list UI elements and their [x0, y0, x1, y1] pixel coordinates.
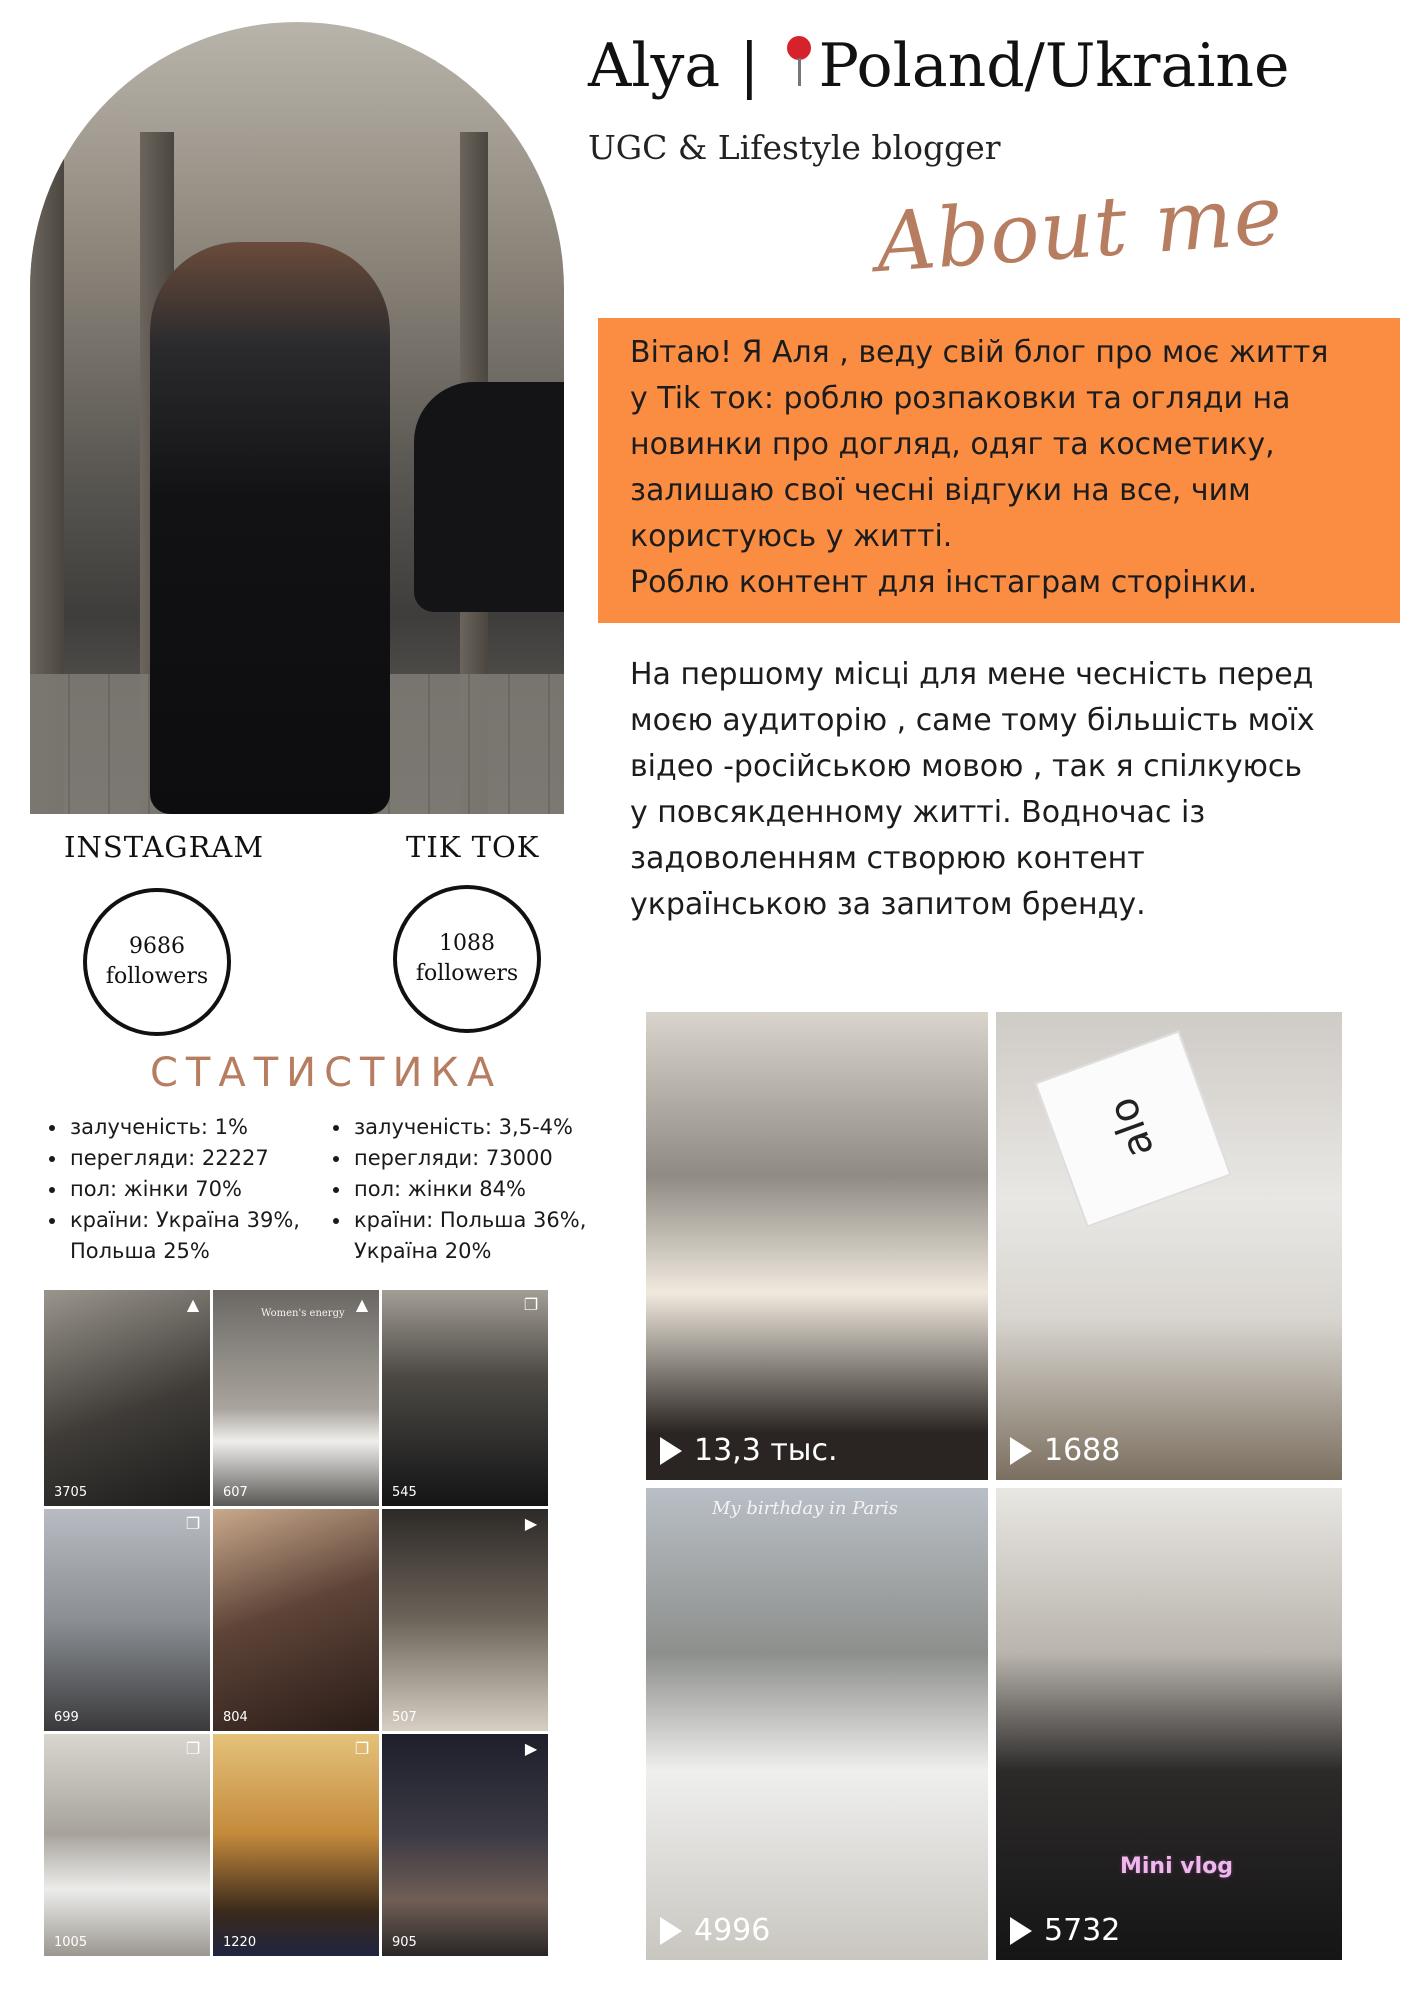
- about-line: відео -російською мовою , так я спілкуюсь: [630, 749, 1302, 784]
- stat-item: • перегляди: 73000: [352, 1143, 622, 1174]
- about-line: моєю аудиторію , саме тому більшість моїх: [630, 703, 1315, 738]
- video-caption: Mini vlog: [1120, 1854, 1234, 1879]
- video-views: 1688: [1044, 1433, 1121, 1468]
- tiktok-video-grid: [646, 1012, 1342, 1960]
- stat-item: • пол: жінки 70%: [68, 1174, 338, 1205]
- about-line: На першому місці для мене чесність перед: [630, 657, 1314, 692]
- about-paragraph: [630, 652, 1400, 928]
- stat-item: • залученість: 3,5-4%: [352, 1112, 622, 1143]
- instagram-post[interactable]: [44, 1734, 210, 1956]
- name-text: Alya |: [588, 31, 760, 101]
- video-play-count: [660, 1433, 838, 1468]
- intro-line: користуюсь у житті.: [630, 519, 953, 554]
- intro-line: Роблю контент для інстаграм сторінки.: [630, 565, 1258, 600]
- multi-post-icon: ❐: [185, 1739, 201, 1758]
- tiktok-video[interactable]: [646, 1488, 988, 1960]
- tiktok-follower-count: 1088: [439, 931, 495, 956]
- about-line: у повсякденному житті. Водночас із: [630, 795, 1206, 830]
- instagram-grid: [44, 1290, 550, 1956]
- pin-icon: ▲: [355, 1295, 369, 1314]
- stat-item: • перегляди: 22227: [68, 1143, 338, 1174]
- brand-label: alo: [1099, 1091, 1164, 1164]
- role-subtitle: UGC & Lifestyle blogger: [588, 128, 1001, 167]
- instagram-post[interactable]: [213, 1509, 379, 1731]
- play-icon: [660, 1437, 682, 1465]
- about-line: задоволенням створюю контент: [630, 841, 1145, 876]
- multi-post-icon: ❐: [523, 1295, 539, 1314]
- location-text: Poland/Ukraine: [818, 31, 1290, 101]
- video-views: 13,3 тыс.: [694, 1433, 838, 1468]
- video-caption: My birthday in Paris: [712, 1498, 898, 1519]
- map-pin-icon: [783, 30, 813, 90]
- stats-title: СТАТИСТИКА: [150, 1050, 503, 1096]
- video-views: 4996: [694, 1913, 771, 1948]
- intro-line: Вітаю! Я Аля , веду свій блог про моє життя: [630, 335, 1329, 370]
- intro-text: [630, 330, 1390, 606]
- reel-icon: ▶: [524, 1739, 538, 1758]
- post-views: 545: [392, 1485, 417, 1500]
- product-box: [1034, 1030, 1231, 1227]
- intro-box: [598, 318, 1400, 623]
- instagram-post[interactable]: [382, 1509, 548, 1731]
- tiktok-video[interactable]: [996, 1012, 1342, 1480]
- play-icon: [1010, 1917, 1032, 1945]
- tiktok-video[interactable]: [646, 1012, 988, 1480]
- post-views: 1220: [223, 1935, 257, 1950]
- instagram-label: INSTAGRAM: [64, 830, 265, 864]
- stat-item: • пол: жінки 84%: [352, 1174, 622, 1205]
- instagram-follower-unit: followers: [105, 964, 209, 989]
- about-heading: About me: [873, 167, 1287, 292]
- intro-line: новинки про догляд, одяг та косметику,: [630, 427, 1275, 462]
- tiktok-follower-unit: followers: [415, 961, 519, 986]
- video-views: 5732: [1044, 1913, 1121, 1948]
- instagram-post[interactable]: [44, 1290, 210, 1506]
- instagram-post[interactable]: [213, 1290, 379, 1506]
- video-play-count: [1010, 1913, 1120, 1948]
- post-views: 905: [392, 1935, 417, 1950]
- play-icon: [1010, 1437, 1032, 1465]
- post-views: 507: [392, 1710, 417, 1725]
- instagram-follower-count: 9686: [129, 934, 185, 959]
- tiktok-label: TIK TOK: [406, 830, 540, 864]
- instagram-stats-list: [42, 1112, 338, 1267]
- stat-item: • країни: Україна 39%, Польша 25%: [68, 1205, 338, 1267]
- instagram-post[interactable]: [382, 1290, 548, 1506]
- pin-icon: ▲: [186, 1295, 200, 1314]
- instagram-followers-badge: [83, 888, 231, 1036]
- tiktok-followers-badge: [393, 885, 541, 1033]
- page-title: [588, 30, 1290, 101]
- instagram-post[interactable]: [44, 1509, 210, 1731]
- about-line: українською за запитом бренду.: [630, 887, 1146, 922]
- tiktok-stats-list: [326, 1112, 622, 1267]
- profile-photo: [30, 22, 564, 814]
- video-play-count: [660, 1913, 770, 1948]
- play-icon: [660, 1917, 682, 1945]
- instagram-post[interactable]: [213, 1734, 379, 1956]
- stat-item: • країни: Польша 36%, Україна 20%: [352, 1205, 622, 1267]
- intro-line: залишаю свої чесні відгуки на все, чим: [630, 473, 1251, 508]
- post-views: 804: [223, 1710, 248, 1725]
- post-overlay-text: Women's energy: [261, 1308, 345, 1319]
- video-play-count: [1010, 1433, 1120, 1468]
- post-views: 699: [54, 1710, 79, 1725]
- instagram-post[interactable]: [382, 1734, 548, 1956]
- tiktok-video[interactable]: [996, 1488, 1342, 1960]
- multi-post-icon: ❐: [354, 1739, 370, 1758]
- reel-icon: ▶: [524, 1514, 538, 1533]
- multi-post-icon: ❐: [185, 1514, 201, 1533]
- post-views: 3705: [54, 1485, 88, 1500]
- intro-line: у Tik ток: роблю розпаковки та огляди на: [630, 381, 1291, 416]
- post-views: 1005: [54, 1935, 88, 1950]
- stat-item: • залученість: 1%: [68, 1112, 338, 1143]
- post-views: 607: [223, 1485, 248, 1500]
